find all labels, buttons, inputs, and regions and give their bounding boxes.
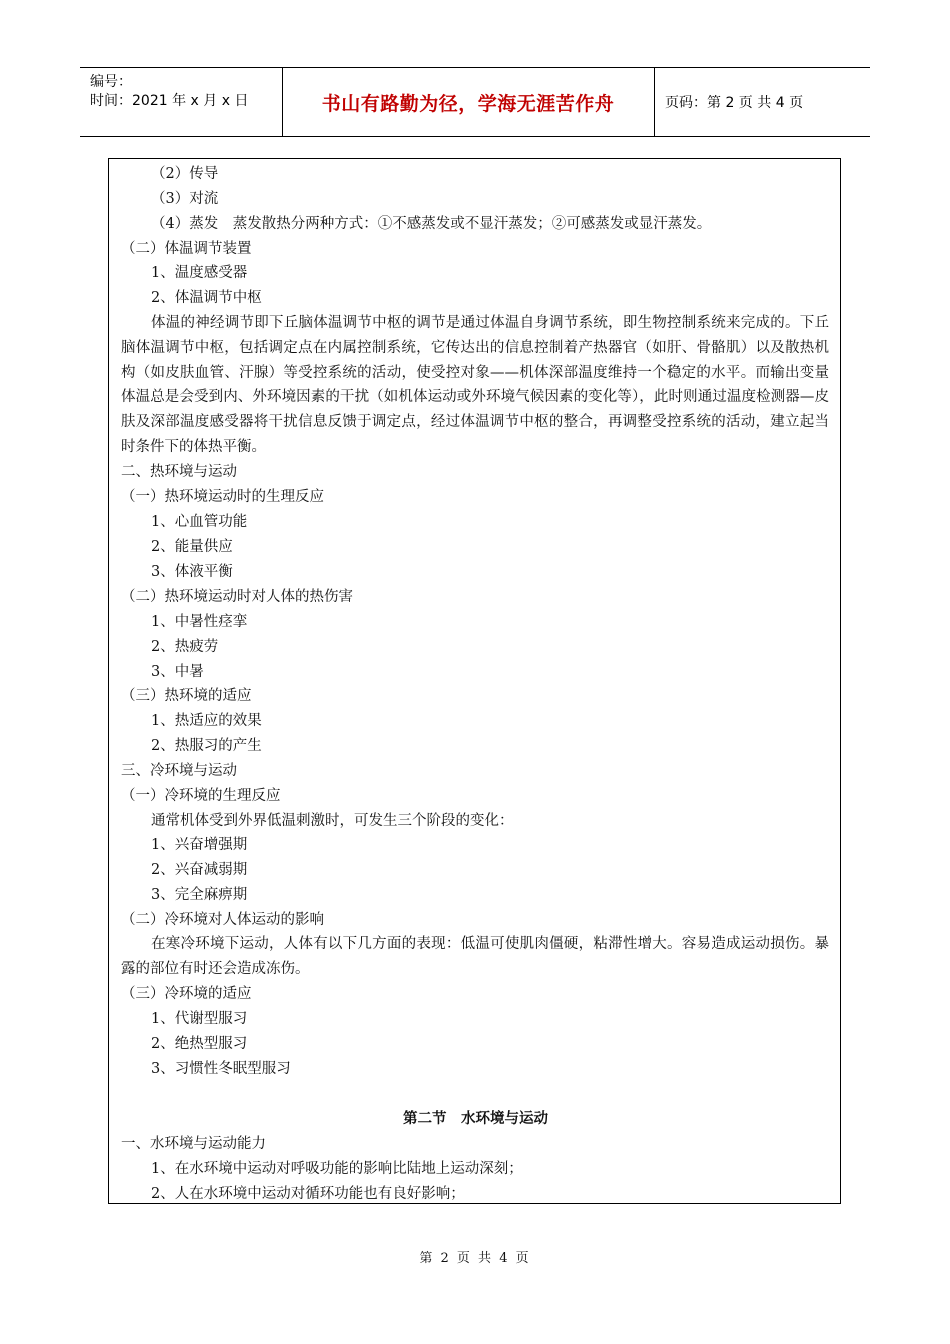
subsection-heading: （二）冷环境对人体运动的影响 [121,912,324,928]
text-line: 1、在水环境中运动对呼吸功能的影响比陆地上运动深刻； [151,1161,523,1177]
section-heading: 一、水环境与运动能力 [121,1136,266,1152]
paragraph-cold-effects: 在寒冷环境下运动，人体有以下几方面的表现：低温可使肌肉僵硬，粘滞性增大。容易造成运动损伤。暴露的部位有时还会造成冻伤。 [121,936,829,977]
text-line: 2、热服习的产生 [151,738,262,754]
page-footer: 第 2 页 共 4 页 [419,1251,531,1266]
text-line: （3）对流 [151,191,219,207]
text-line: 3、完全麻痹期 [151,887,248,903]
chapter-section-title: 第二节 水环境与运动 [403,1111,548,1127]
text-line: （4）蒸发 蒸发散热分两种方式：①不感蒸发或不显汗蒸发；②可感蒸发或显汗蒸发。 [151,216,712,232]
paragraph-thermoregulation: 体温的神经调节即下丘脑体温调节中枢的调节是通过体温自身调节系统，即生物控制系统来完成的。下丘脑体温调节中枢，包括调定点在内属控制系统，它传达出的信息控制着产热器官（如肝、骨骼肌）以及散热机构（如皮肤血管、汗腺）等受控系统的活动，使受控对象——机体深部温度维持一个稳定的水平。而输出变量体温总是会受到内、外环境因素的干扰（如机体运动或外环境气候因素的变化等），此时则通过温度检测器—皮肤及深部温度感受器将干扰信息反馈于调定点，经过体温调节中枢的整合，再调整受控系统的活动，建立起当时条件下的体热平衡。 [121,315,829,455]
text-line: 2、绝热型服习 [151,1036,248,1052]
header-page-info: 页码：第 2 页 共 4 页 [665,95,804,111]
text-line: （2）传导 [151,166,219,182]
subsection-heading: （三）冷环境的适应 [121,986,252,1002]
text-line: 2、体温调节中枢 [151,290,262,306]
text-line: 1、兴奋增强期 [151,837,248,853]
subsection-heading: （一）热环境运动时的生理反应 [121,489,324,505]
page-header [80,67,870,137]
text-line: 2、人在水环境中运动对循环功能也有良好影响； [151,1186,465,1202]
subsection-heading: （二）体温调节装置 [121,241,252,257]
text-line: 1、心血管功能 [151,514,248,530]
subsection-heading: （二）热环境运动时对人体的热伤害 [121,589,353,605]
header-motto: 书山有路勤为径，学海无涯苦作舟 [321,92,615,115]
section-heading: 三、冷环境与运动 [121,763,237,779]
doc-time-label: 时间：2021 年 x 月 x 日 [90,93,249,109]
header-divider [654,68,655,136]
text-line: 1、中暑性痉挛 [151,614,248,630]
content-frame [108,158,841,1204]
text-line: 1、代谢型服习 [151,1011,248,1027]
text-line: 1、热适应的效果 [151,713,262,729]
text-line: 3、中暑 [151,664,204,680]
text-line: 2、兴奋减弱期 [151,862,248,878]
text-line: 1、温度感受器 [151,265,248,281]
header-meta [90,73,248,111]
text-line: 2、能量供应 [151,539,233,555]
text-line: 3、习惯性冬眠型服习 [151,1061,291,1077]
section-heading: 二、热环境与运动 [121,464,237,480]
text-line: 通常机体受到外界低温刺激时，可发生三个阶段的变化： [151,813,514,829]
text-line: 2、热疲劳 [151,639,219,655]
subsection-heading: （一）冷环境的生理反应 [121,788,281,804]
doc-code-label: 编号： [90,74,132,90]
text-line: 3、体液平衡 [151,564,233,580]
subsection-heading: （三）热环境的适应 [121,688,252,704]
